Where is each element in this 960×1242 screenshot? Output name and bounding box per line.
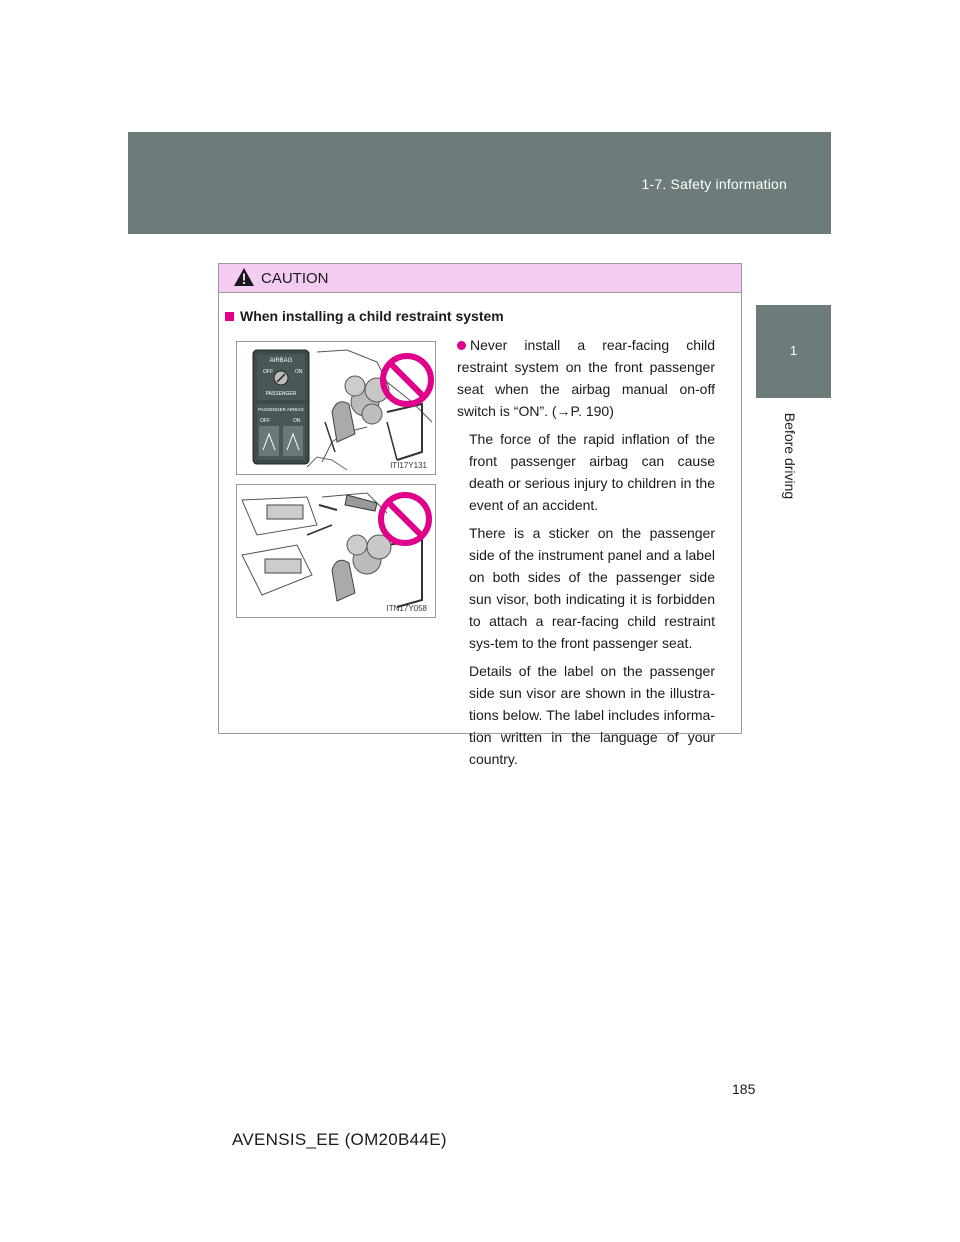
subheading-text: When installing a child restraint system — [240, 308, 504, 324]
model-code: AVENSIS_EE (OM20B44E) — [232, 1130, 447, 1149]
paragraph-1-text: Never install a rear-facing child restraint system on the front passenger seat when the airbag manual on-off switch is “ON”. (→P. 190) — [457, 337, 715, 419]
square-bullet-icon — [225, 312, 234, 321]
figure-code: ITI17Y131 — [390, 461, 427, 470]
prohibition-icon — [383, 356, 431, 404]
caution-title: CAUTION — [261, 270, 329, 287]
caution-subheading — [225, 308, 504, 324]
figure-code-2: ITN17Y058 — [386, 604, 427, 613]
prohibition-icon-2 — [381, 495, 429, 543]
sticker-label-off: OFF — [263, 369, 273, 375]
sticker-label-airbag: AIRBAG — [269, 358, 293, 364]
chapter-tab — [756, 305, 831, 398]
caution-box — [218, 263, 742, 767]
page-number: 185 — [732, 1081, 756, 1097]
chapter-number: 1 — [789, 343, 798, 358]
chapter-label: Before driving — [782, 412, 798, 500]
illustration-airbag-switch — [236, 341, 436, 475]
paragraph-2: The force of the rapid inflation of the front passenger airbag can cause death or serious injury to children in the event of an accident. — [469, 431, 715, 513]
airbag-dashboard-drawing — [237, 342, 435, 474]
paragraph-3: There is a sticker on the passenger side of the instrument panel and a label on both sides of the passenger side sun visor, both indicating it is forbidden to attach a rear-facing child restraint sys-tem to the front passenger seat. — [469, 525, 715, 651]
paragraph-4: Details of the label on the passenger side sun visor are shown in the illustra-tions below. The label includes informa-tion written in the language of your country. — [469, 663, 715, 767]
sticker-label-off-2: OFF — [260, 418, 270, 424]
warning-triangle-icon — [233, 267, 255, 287]
airbag-switch-sticker — [253, 350, 309, 464]
sticker-label-on-2: ON — [293, 418, 301, 424]
sticker-label-passenger: PASSENGER — [265, 391, 297, 397]
sun-visor-drawing — [237, 485, 435, 617]
chapter-label-container — [759, 412, 821, 500]
header-band — [128, 132, 831, 234]
caution-text — [457, 334, 715, 776]
illustration-sun-visor — [236, 484, 436, 618]
sticker-label-on: ON — [295, 369, 303, 375]
caution-header — [219, 264, 741, 293]
round-bullet-icon — [457, 341, 466, 350]
section-title: 1-7. Safety information — [641, 176, 787, 192]
sticker-label-passenger-airbag: PASSENGER AIRBAG — [258, 407, 304, 412]
paragraph-1 — [457, 334, 715, 422]
